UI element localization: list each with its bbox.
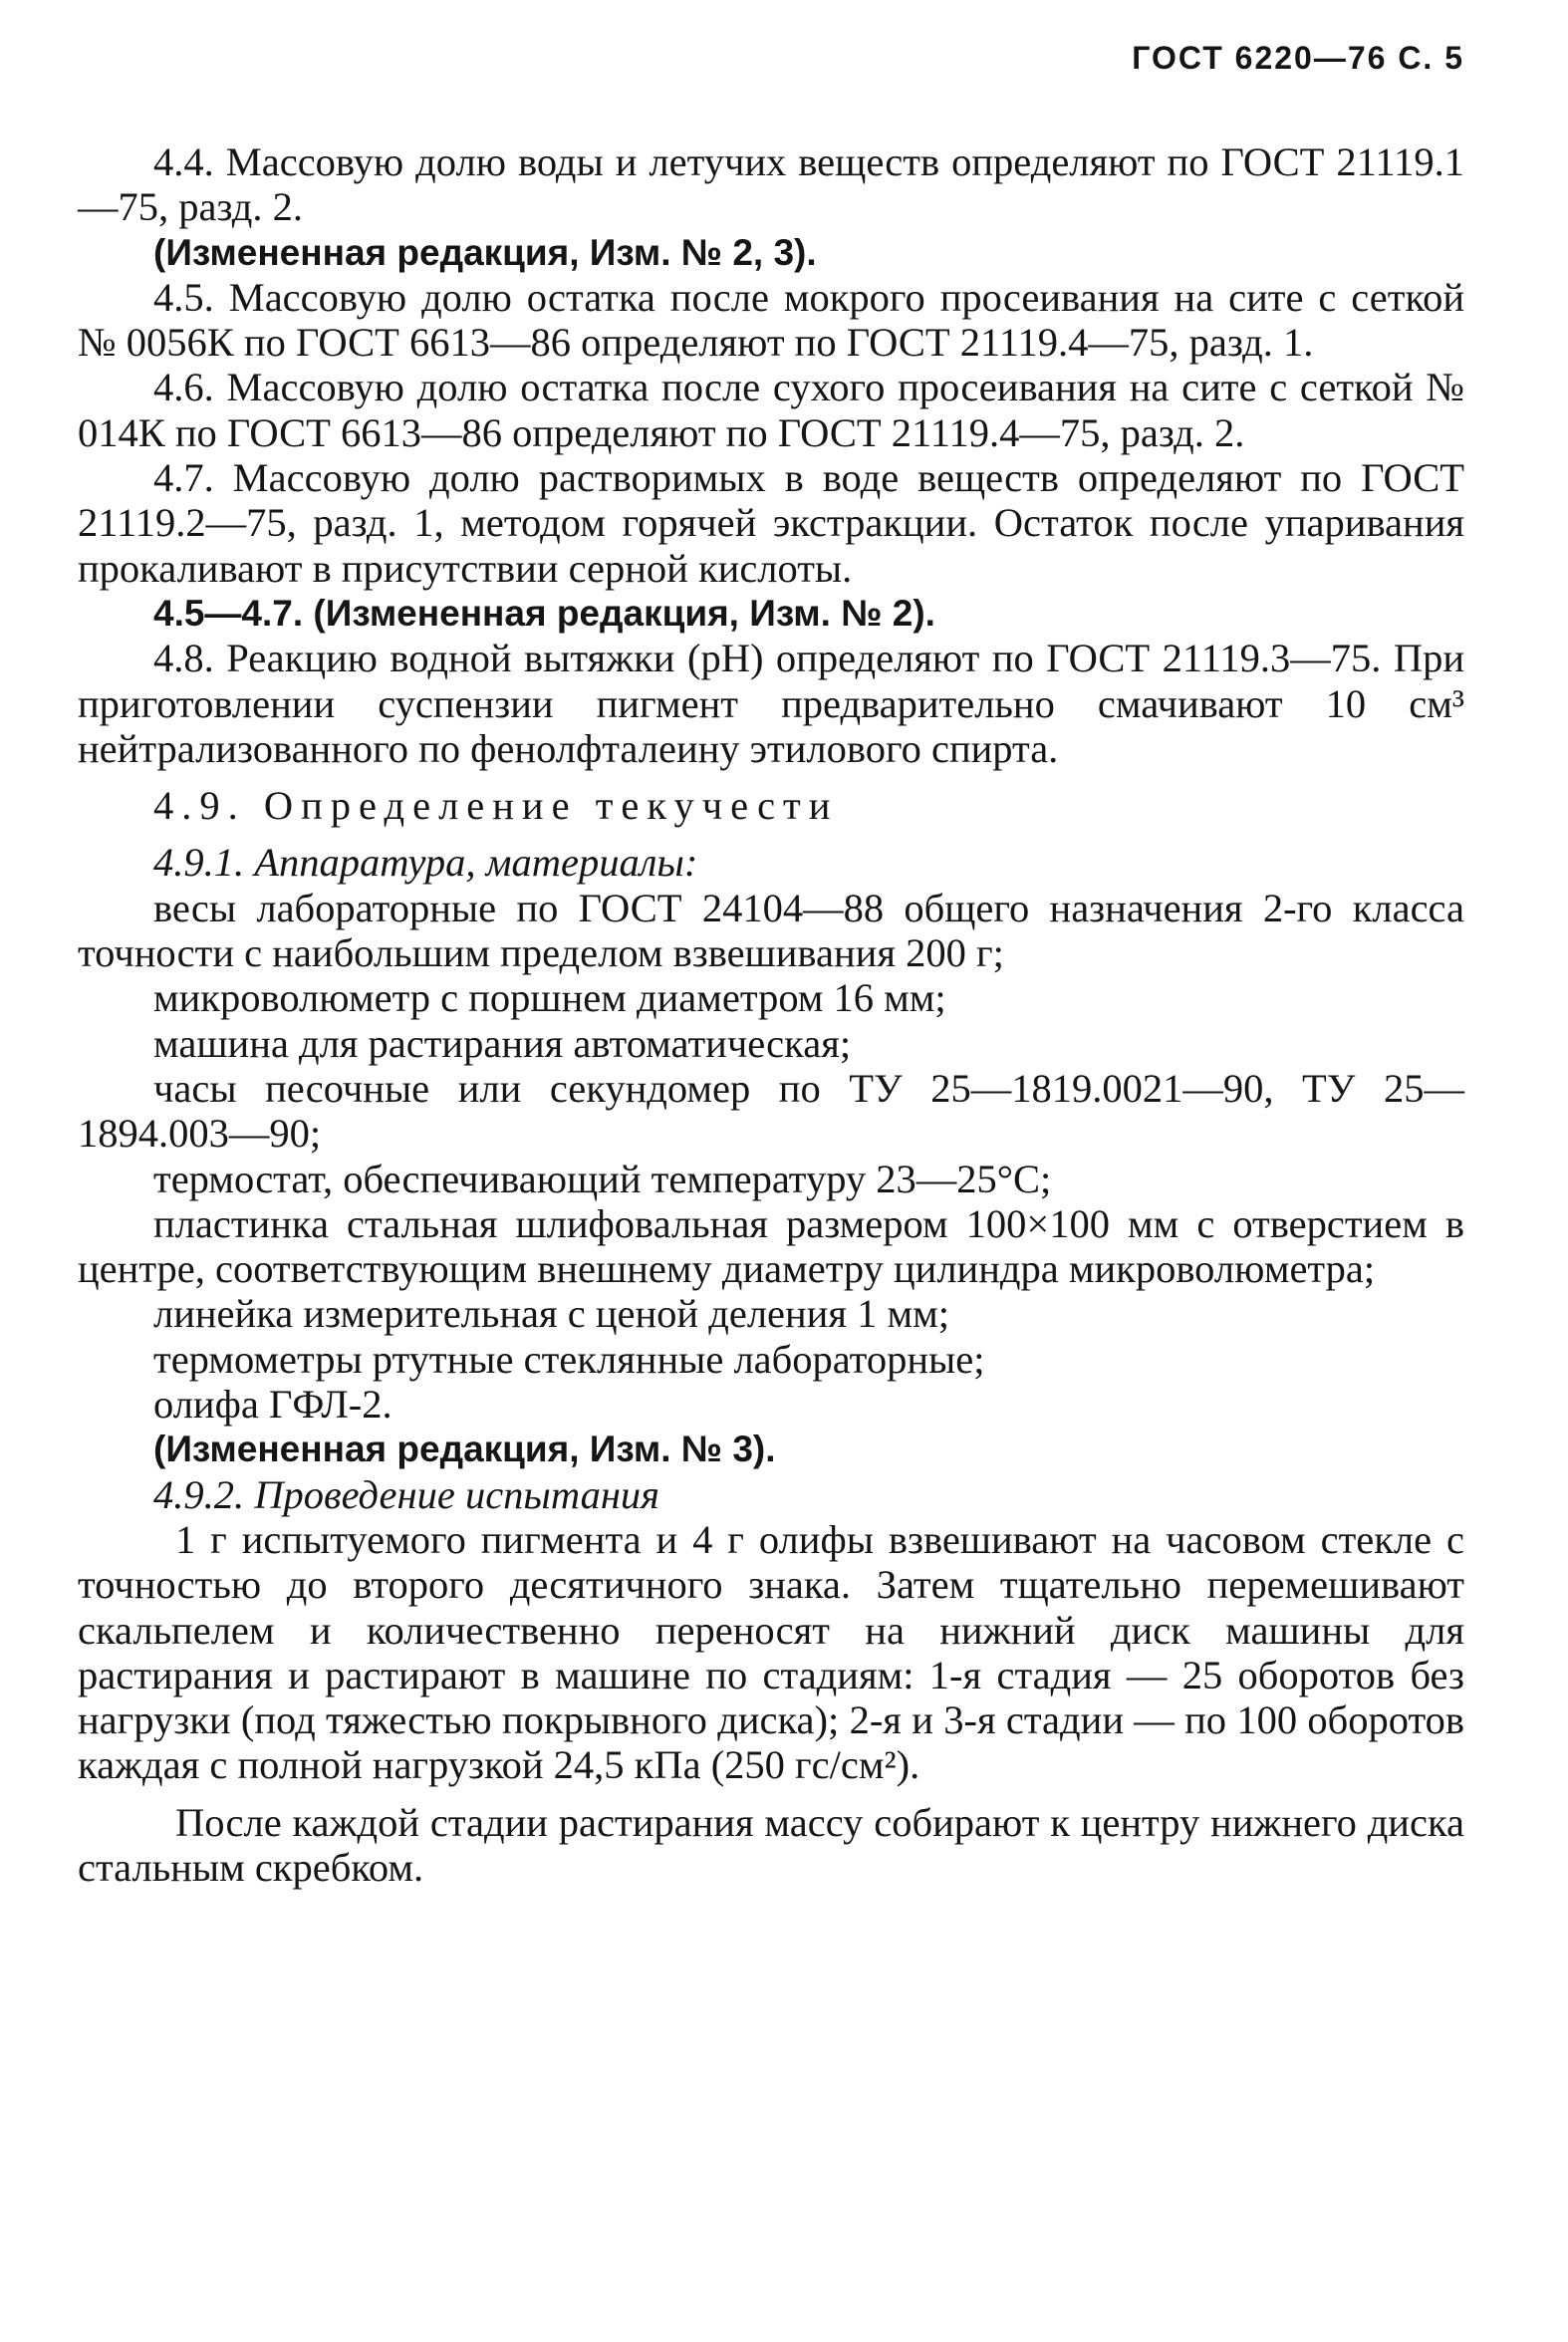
paragraph-after-stage: После каждой стадии растирания массу собирают к центру нижнего диска стальным скребком. <box>78 1799 1464 1890</box>
list-item: микроволюметр с поршнем диаметром 16 мм; <box>153 975 946 1021</box>
running-head: ГОСТ 6220—76 С. 5 <box>1132 40 1464 76</box>
subsection-heading-4-9-2: 4.9.2. Проведение испытания <box>153 1471 660 1517</box>
paragraph-4-6: 4.6. Массовую долю остатка после сухого просеивания на сите с сеткой № 014К по ГОСТ 6613—86 определяют по ГОСТ 21119.4—75, разд. 2. <box>78 365 1464 455</box>
amendment-note: 4.5—4.7. (Измененная редакция, Изм. № 2). <box>153 592 935 634</box>
list-item: часы песочные или секундомер по ТУ 25—1819.0021—90, ТУ 25—1894.003—90; <box>78 1065 1464 1157</box>
list-item: весы лабораторные по ГОСТ 24104—88 общего назначения 2-го класса точности с наибольшим пределом взвешивания 200 г; <box>78 885 1464 976</box>
amendment-note: (Измененная редакция, Изм. № 2, 3). <box>153 231 817 273</box>
section-heading-4-9: 4.9. Определение текучести <box>153 783 839 829</box>
list-item: термометры ртутные стеклянные лабораторные; <box>153 1336 985 1382</box>
list-item: линейка измерительная с ценой деления 1 мм; <box>153 1291 949 1337</box>
list-item: пластинка стальная шлифовальная размером 100×100 мм с отверстием в центре, соответствующим внешнему диаметру цилиндра микроволюметра; <box>78 1200 1464 1292</box>
document-body <box>78 139 1464 1890</box>
paragraph-4-8: 4.8. Реакцию водной вытяжки (рН) определяют по ГОСТ 21119.3—75. При приготовлении суспензии пигмент предварительно смачивают 10 см³ нейтрализованного по фенолфталеину этилового спирта. <box>78 636 1464 771</box>
list-item: термостат, обеспечивающий температуру 23—25°С; <box>153 1156 1052 1201</box>
list-item: машина для растирания автоматическая; <box>153 1020 852 1066</box>
paragraph-4-7: 4.7. Массовую долю растворимых в воде веществ определяют по ГОСТ 21119.2—75, разд. 1, методом горячей экстракции. Остаток после упаривания прокаливают в присутствии серной кислоты. <box>78 455 1464 591</box>
paragraph-test-procedure: 1 г испытуемого пигмента и 4 г олифы взвешивают на часовом стекле с точностью до второго десятичного знака. Затем тщательно перемешивают скальпелем и количественно переносят на нижний диск машины для растирания и растирают в машине по стадиям: 1-я стадия — 25 оборотов без нагрузки (под тяжестью покрывного диска); 2-я и 3-я стадии — по 100 оборотов каждая с полной нагрузкой 24,5 кПа (250 гс/см²). <box>78 1516 1464 1788</box>
subsection-heading-4-9-1: 4.9.1. Аппаратура, материалы: <box>153 840 698 886</box>
amendment-note: (Измененная редакция, Изм. № 3). <box>153 1429 776 1470</box>
paragraph-4-5: 4.5. Массовую долю остатка после мокрого просеивания на сите с сеткой № 0056К по ГОСТ 6613—86 определяют по ГОСТ 21119.4—75, разд. 1. <box>78 274 1464 366</box>
list-item: олифа ГФЛ-2. <box>153 1382 392 1428</box>
paragraph-4-4: 4.4. Массовую долю воды и летучих веществ определяют по ГОСТ 21119.1—75, разд. 2. <box>78 139 1464 230</box>
